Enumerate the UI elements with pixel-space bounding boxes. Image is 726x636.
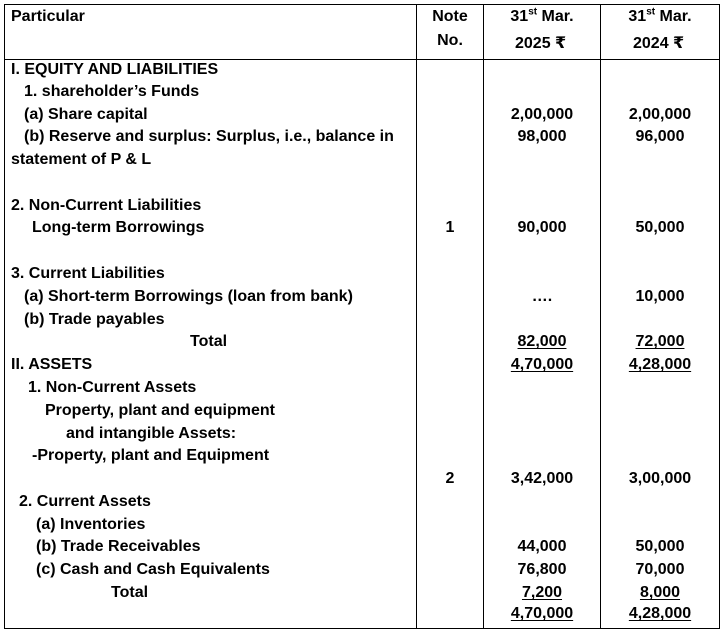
ppe-label-line3: -Property, plant and Equipment: [32, 447, 270, 464]
table-border-right: [719, 4, 720, 629]
value-2025-trade-payables: [484, 332, 600, 352]
value-2024-cash: [601, 583, 719, 603]
value-2025-longterm-borrowings: 90,000: [517, 219, 567, 236]
value-2024-shortterm-borrowings: 10,000: [635, 288, 685, 305]
noncurrent-liabilities-label: 2. Non-Current Liabilities: [11, 197, 202, 214]
table-border-left: [4, 4, 5, 629]
header-2024-year: 2024 ₹: [633, 35, 685, 52]
note-longterm-borrowings: 1: [445, 219, 455, 236]
reserve-label-line2: statement of P & L: [11, 151, 152, 168]
value-2025-total-assets-text: 4,70,000: [510, 605, 574, 622]
total-assets-label: Total: [111, 584, 149, 601]
note-ppe: 2: [445, 470, 455, 487]
header-2025-date: 31st Mar.: [510, 6, 574, 25]
share-capital-label: (a) Share capital: [24, 106, 148, 123]
value-2024-total-liabilities: [601, 355, 719, 375]
value-2024-total-assets-text: 4,28,000: [628, 605, 692, 622]
value-2024-cash-text: 8,000: [639, 584, 681, 601]
value-2025-shortterm-borrowings: ….: [531, 288, 553, 305]
value-2025-trade-payables-text: 82,000: [517, 333, 567, 350]
inventories-label: (a) Inventories: [36, 516, 146, 533]
value-2025-cash: [484, 583, 600, 603]
value-2025-share-capital: 2,00,000: [510, 106, 574, 123]
shortterm-borrowings-label: (a) Short-term Borrowings (loan from bank): [24, 288, 353, 305]
table-border-bottom: [4, 628, 720, 629]
column-divider-note: [416, 4, 417, 629]
current-liabilities-label: 3. Current Liabilities: [11, 265, 165, 282]
value-2025-trade-receivables: 76,800: [517, 561, 567, 578]
table-border-top: [4, 4, 720, 5]
value-2024-share-capital: 2,00,000: [628, 106, 692, 123]
column-divider-2024: [600, 4, 601, 629]
value-2025-inventories: 44,000: [517, 538, 567, 555]
header-particular: Particular: [11, 8, 85, 25]
noncurrent-assets-label: 1. Non-Current Assets: [28, 379, 197, 396]
current-assets-label: 2. Current Assets: [19, 493, 151, 510]
value-2024-total-liabilities-text: 4,28,000: [628, 356, 692, 373]
value-2025-total-liabilities-text: 4,70,000: [510, 356, 574, 373]
total-liabilities-label: Total: [190, 333, 228, 350]
value-2024-reserve: 96,000: [635, 128, 685, 145]
header-2025-year: 2025 ₹: [515, 35, 567, 52]
value-2025-ppe: 3,42,000: [510, 470, 574, 487]
value-2025-reserve: 98,000: [517, 128, 567, 145]
cash-label: (c) Cash and Cash Equivalents: [36, 561, 270, 578]
value-2024-total-assets: [601, 604, 719, 624]
column-divider-2025: [483, 4, 484, 629]
value-2025-total-assets: [484, 604, 600, 624]
value-2025-total-liabilities: [484, 355, 600, 375]
assets-heading: II. ASSETS: [11, 356, 93, 373]
value-2024-trade-payables-text: 72,000: [635, 333, 685, 350]
ppe-label-line2: and intangible Assets:: [66, 425, 237, 442]
value-2024-longterm-borrowings: 50,000: [635, 219, 685, 236]
equity-heading: I. EQUITY AND LIABILITIES: [11, 61, 219, 78]
value-2024-trade-receivables: 70,000: [635, 561, 685, 578]
value-2024-ppe: 3,00,000: [628, 470, 692, 487]
reserve-label-line1: (b) Reserve and surplus: Surplus, i.e., balance in: [24, 128, 394, 145]
value-2025-cash-text: 7,200: [521, 584, 563, 601]
trade-payables-label: (b) Trade payables: [24, 311, 165, 328]
ppe-label-line1: Property, plant and equipment: [45, 402, 275, 419]
trade-receivables-label: (b) Trade Receivables: [36, 538, 201, 555]
header-note-line2: No.: [437, 32, 463, 49]
shareholders-funds-label: 1. shareholder’s Funds: [24, 83, 200, 100]
header-2024-date: 31st Mar.: [628, 6, 692, 25]
value-2024-trade-payables: [601, 332, 719, 352]
header-note-line1: Note: [432, 8, 468, 25]
value-2024-inventories: 50,000: [635, 538, 685, 555]
balance-sheet-table: [4, 4, 720, 629]
longterm-borrowings-label: Long-term Borrowings: [32, 219, 205, 236]
